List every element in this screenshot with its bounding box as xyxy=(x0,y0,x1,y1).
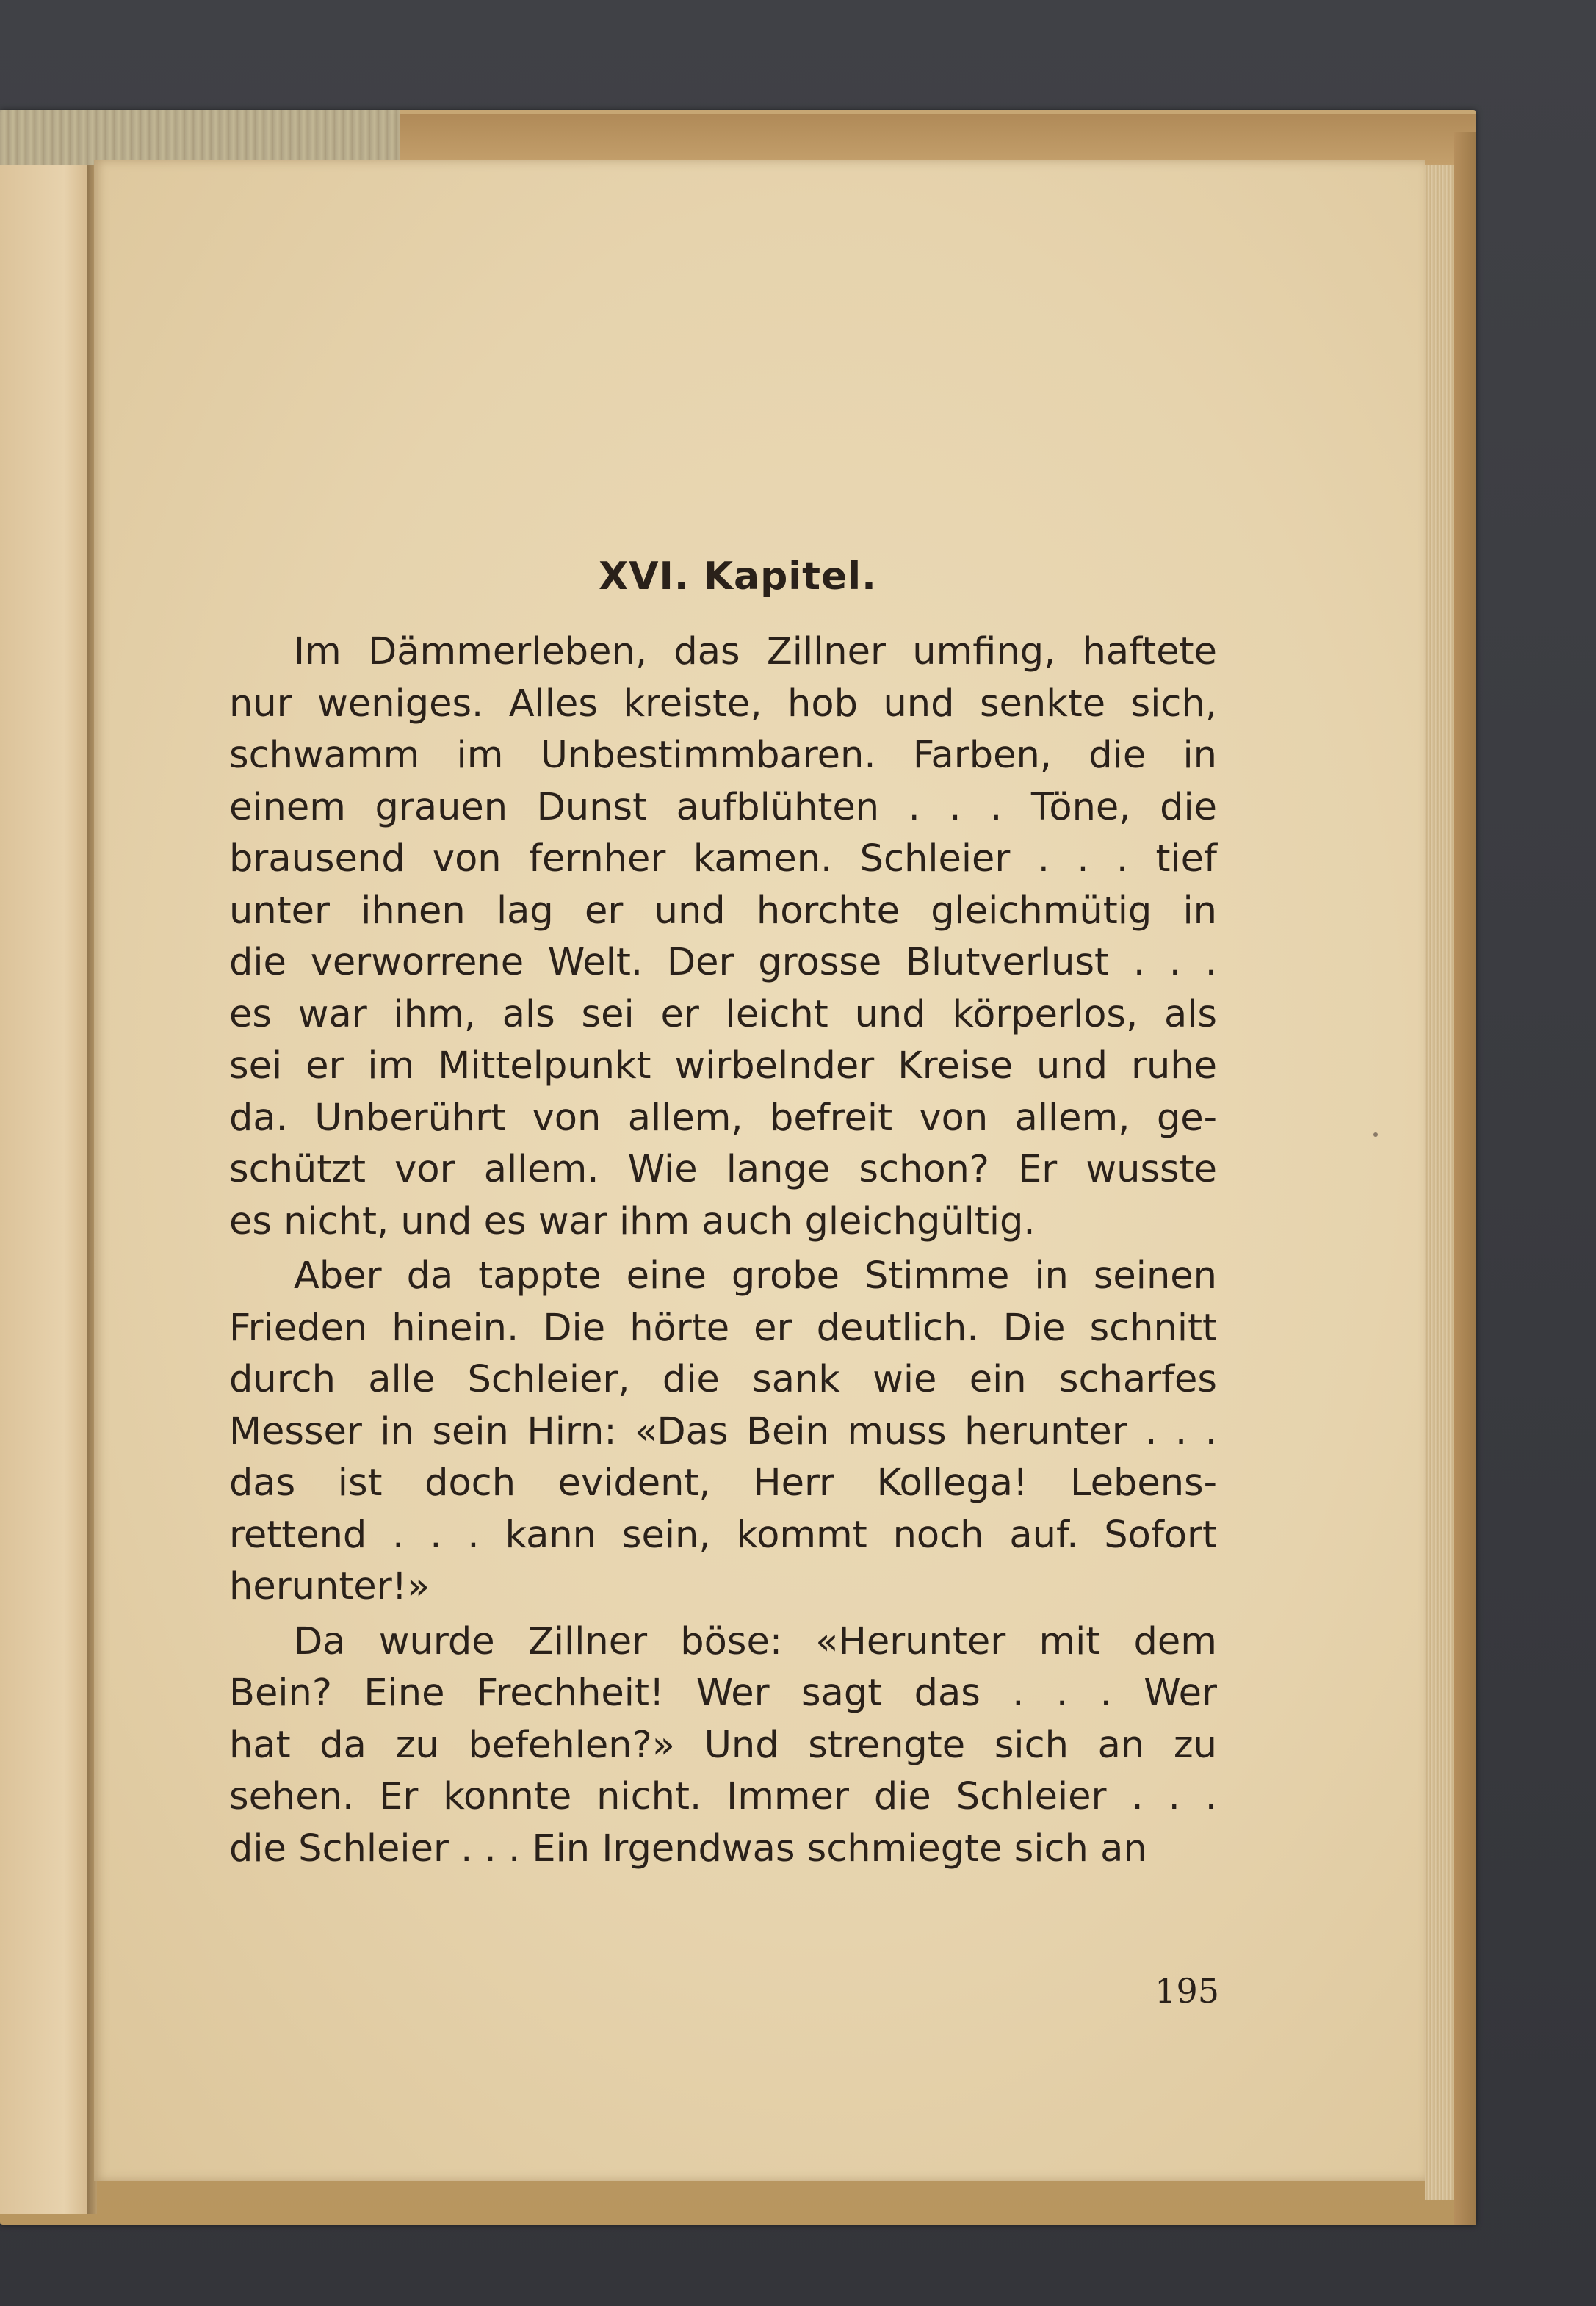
text-line: brausend von fernher kamen. Schleier . . . tief xyxy=(229,837,1217,881)
text-line: sehen. Er konnte nicht. Immer die Schleier . . . xyxy=(229,1775,1217,1818)
page-edges xyxy=(1425,165,1454,2200)
text-line: hat da zu befehlen?» Und strengte sich an zu xyxy=(229,1723,1217,1767)
left-page-edge xyxy=(0,165,92,2214)
text-line: Messer in sein Hirn: «Das Bein muss herunter . . . xyxy=(229,1409,1217,1453)
page-number: 195 xyxy=(1155,1971,1219,2011)
text-line: Aber da tappte eine grobe Stimme in seinen xyxy=(294,1254,1217,1298)
text-line: Im Dämmerleben, das Zillner umfing, haftete xyxy=(294,630,1217,673)
text-line: die verworrene Welt. Der grosse Blutverlust . . . xyxy=(229,941,1217,984)
text-line: sei er im Mittelpunkt wirbelnder Kreise und ruhe xyxy=(229,1044,1217,1088)
chapter-title: XVI. Kapitel. xyxy=(599,554,877,599)
text-line: schwamm im Unbestimmbaren. Farben, die in xyxy=(229,734,1217,777)
text-line: herunter!» xyxy=(229,1565,430,1608)
text-line: das ist doch evident, Herr Kollega! Lebens- xyxy=(229,1461,1217,1505)
text-line: durch alle Schleier, die sank wie ein scharfes xyxy=(229,1358,1217,1401)
text-line: nur weniges. Alles kreiste, hob und senkte sich, xyxy=(229,682,1217,726)
text-line: schützt vor allem. Wie lange schon? Er wusste xyxy=(229,1148,1217,1191)
paragraph xyxy=(229,626,1217,1248)
text-line: Bein? Eine Frechheit! Wer sagt das . . . Wer xyxy=(229,1671,1217,1715)
cover-top-edge xyxy=(389,114,1476,165)
text-line: die Schleier . . . Ein Irgendwas schmiegte sich an xyxy=(229,1826,1147,1871)
text-line: unter ihnen lag er und horchte gleichmütig in xyxy=(229,889,1217,933)
paper-speck xyxy=(1373,1132,1378,1137)
paragraphs xyxy=(229,626,1217,1875)
text-line: da. Unberührt von allem, befreit von allem, ge- xyxy=(229,1096,1217,1140)
paragraph xyxy=(229,1616,1217,1876)
cover-right-edge xyxy=(1454,132,1476,2225)
page-text xyxy=(229,554,1217,1878)
text-line: es war ihm, als sei er leicht und körperlos, als xyxy=(229,992,1217,1036)
text-line: rettend . . . kann sein, kommt noch auf. Sofort xyxy=(229,1513,1217,1557)
text-line: einem grauen Dunst aufblühten . . . Töne, die xyxy=(229,785,1217,829)
text-line: Da wurde Zillner böse: «Herunter mit dem xyxy=(294,1619,1217,1663)
text-line: es nicht, und es war ihm auch gleichgültig. xyxy=(229,1199,1036,1243)
paragraph xyxy=(229,1251,1217,1613)
text-line: Frieden hinein. Die hörte er deutlich. Die schnitt xyxy=(229,1306,1217,1350)
